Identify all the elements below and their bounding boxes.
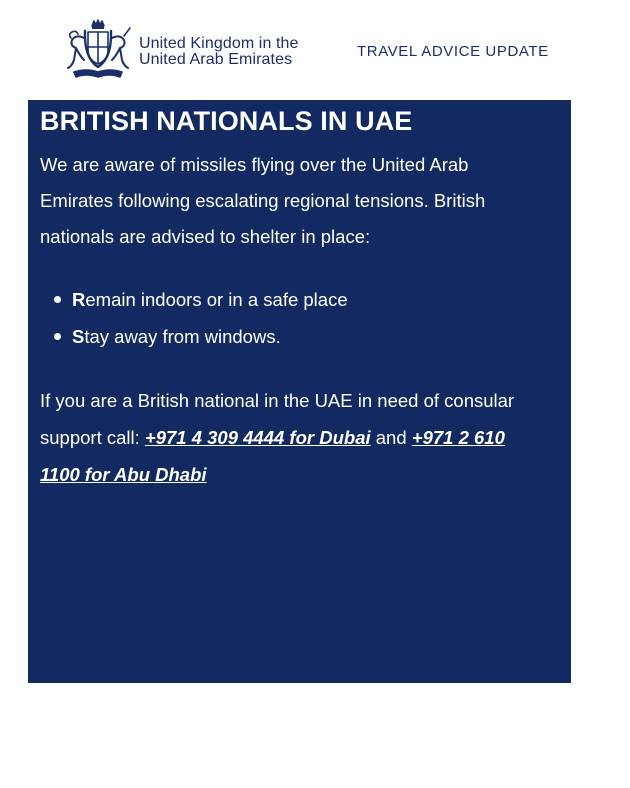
dubai-phone-link[interactable]: +971 4 309 4444 for Dubai: [144, 427, 371, 448]
advice-list: [40, 281, 540, 355]
bullet-icon: [54, 333, 61, 340]
contact-text: If you are a British national in the UAE in need of consular support call:: [40, 390, 515, 448]
consular-contact: [40, 382, 540, 493]
notice-intro: We are aware of missiles flying over the United Arab Emirates following escalating regional tensions. British nationals are advised to shelter in place:: [40, 154, 486, 247]
advice-item-initial: S: [72, 326, 85, 347]
advice-item: [40, 318, 540, 355]
organisation-name-line-1: United Kingdom in the: [139, 35, 299, 52]
advice-item: [40, 281, 540, 318]
advice-item-text: tay away from windows.: [84, 326, 281, 347]
organisation-name: [139, 36, 299, 68]
advice-item-initial: R: [72, 289, 86, 310]
abu-dhabi-phone-link[interactable]: +971 2 610 1100 for Abu Dhabi: [40, 427, 505, 485]
royal-coat-of-arms-icon: [62, 16, 134, 80]
bullet-icon: [54, 296, 61, 303]
organisation-name-line-2: United Arab Emirates: [139, 51, 293, 68]
travel-advice-label: TRAVEL ADVICE UPDATE: [357, 43, 549, 60]
notice-content: [40, 104, 540, 493]
header: [0, 0, 630, 100]
notice-title: BRITISH NATIONALS IN UAE: [40, 106, 413, 136]
advice-item-text: emain indoors or in a safe place: [85, 289, 348, 310]
contact-and-text: and: [370, 427, 412, 448]
